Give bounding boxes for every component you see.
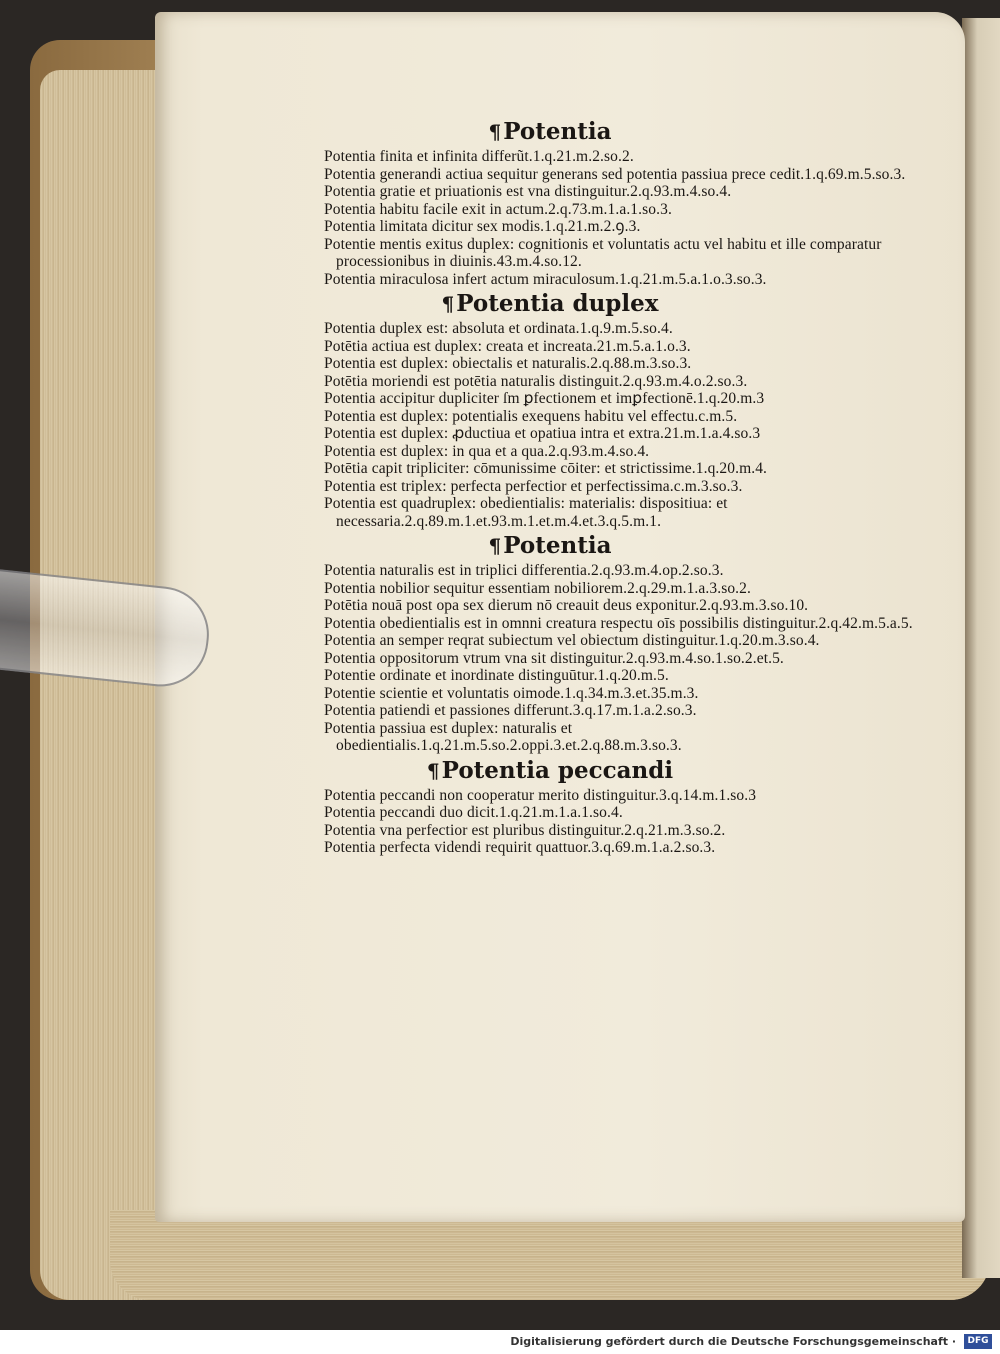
index-entry: Potentia accipitur dupliciter ſm ꝑfectionem et imꝑfectionē.1.q.20.m.3 [324,390,765,407]
index-entry: Potentia habitu facile exit in actum.2.q.73.m.1.a.1.so.3. [324,200,672,218]
pilcrow-icon: ¶ [441,292,455,316]
index-entry: Potentia est duplex: ꝓductiua et opatiua intra et extra.21.m.1.a.4.so.3 [324,425,761,442]
index-entry: Potentia est triplex: perfecta perfectior et perfectissima.c.m.3.so.3. [324,477,743,495]
index-entry: Potētia actiua est duplex: creata et increata.21.m.5.a.1.o.3. [324,337,691,355]
section-heading: ¶Potentia duplex [441,290,659,317]
index-entry: Potentia miraculosa infert actum miraculosum.1.q.21.m.5.a.1.o.3.so.3. [324,270,767,288]
index-entry: Potentia peccandi duo dicit.1.q.21.m.1.a.1.so.4. [324,804,623,821]
index-entry: Potentia nobilior sequitur essentiam nobiliorem.2.q.29.m.1.a.3.so.2. [324,579,751,597]
index-entry: Potētia nouā post opa sex dierum nō creauit deus exponitur.2.q.93.m.3.so.10. [324,597,809,614]
index-entry: Potentie scientie et voluntatis oimode.1.q.34.m.3.et.35.m.3. [324,684,699,702]
pilcrow-icon: ¶ [488,120,502,144]
index-entry: Potentia est duplex: potentialis exequens habitu vel effectu.c.m.5. [324,407,738,425]
index-entry: Potentia an semper reqrat subiectum vel obiectum distinguitur.1.q.20.m.3.so.4. [324,632,820,649]
index-entry: Potentia est duplex: obiectalis et naturalis.2.q.88.m.3.so.3. [324,355,692,372]
page-text [320,116,920,857]
funding-credit: Digitalisierung gefördert durch die Deutsche Forschungsgemeinschaft · [510,1335,956,1348]
pilcrow-icon: ¶ [426,758,440,783]
footer-bar [0,1330,1000,1354]
index-entry: Potentia oppositorum vtrum vna sit distinguitur.2.q.93.m.4.so.1.so.2.et.5. [324,649,784,667]
index-entry: Potentia generandi actiua sequitur generans sed potentia passiua prece cedit.1.q.69.m.5.so.3. [324,165,906,183]
index-entry: Potentia est quadruplex: obedientialis: materialis: dispositiua: et necessaria.2.q.89.m.1.et.93.m.1.et.m.4.et.3.q.5.m.1. [324,495,728,530]
index-entry: Potentia gratie et priuationis est vna distinguitur.2.q.93.m.4.so.4. [324,183,732,200]
section-heading: ¶Potentia [488,532,612,559]
index-entry: Potentia finita et infinita differũt.1.q.21.m.2.so.2. [324,148,634,165]
index-entry: Potentia peccandi non cooperatur merito distinguitur.3.q.14.m.1.so.3 [324,786,757,804]
dfg-logo[interactable]: DFG [964,1334,992,1349]
index-entry: Potentia naturalis est in triplici differentia.2.q.93.m.4.op.2.so.3. [324,562,724,579]
page-stack-bottom [110,1210,990,1300]
index-entry: Potentia limitata dicitur sex modis.1.q.21.m.2.ꝯ.3. [324,218,641,235]
index-entry: Potentie mentis exitus duplex: cognitionis et voluntatis actu vel habitu et ille comparatur processionibus in diuinis.43.m.4.so.12. [324,235,882,270]
facing-page-edge [962,18,1000,1278]
index-entry: Potentia est duplex: in qua et a qua.2.q.93.m.4.so.4. [324,442,650,460]
index-entry: Potentia obedientialis est in omnni creatura respectu oīs possibilis distinguitur.2.q.42.m.5.a.5. [324,614,913,632]
index-entry: Potentia perfecta videndi requirit quattuor.3.q.69.m.1.a.2.so.3. [324,839,716,856]
index-entry: Potentie ordinate et inordinate distinguūtur.1.q.20.m.5. [324,667,669,684]
index-entry: Potētia capit tripliciter: cōmunissime cōiter: et strictissime.1.q.20.m.4. [324,460,768,477]
index-entry: Potentia vna perfectior est pluribus distinguitur.2.q.21.m.3.so.2. [324,821,726,839]
index-entry: Potētia moriendi est potētia naturalis distinguit.2.q.93.m.4.o.2.so.3. [324,372,748,390]
pilcrow-icon: ¶ [488,534,502,558]
section-heading: ¶Potentia peccandi [426,756,674,784]
index-entry: Potentia patiendi et passiones differunt.3.q.17.m.1.a.2.so.3. [324,702,697,719]
section-heading: ¶Potentia [488,118,612,145]
index-entry: Potentia duplex est: absoluta et ordinata.1.q.9.m.5.so.4. [324,320,673,337]
index-entry: Potentia passiua est duplex: naturalis et obedientialis.1.q.21.m.5.so.2.oppi.3.et.2.q.88.m.3.so.3. [324,719,682,754]
